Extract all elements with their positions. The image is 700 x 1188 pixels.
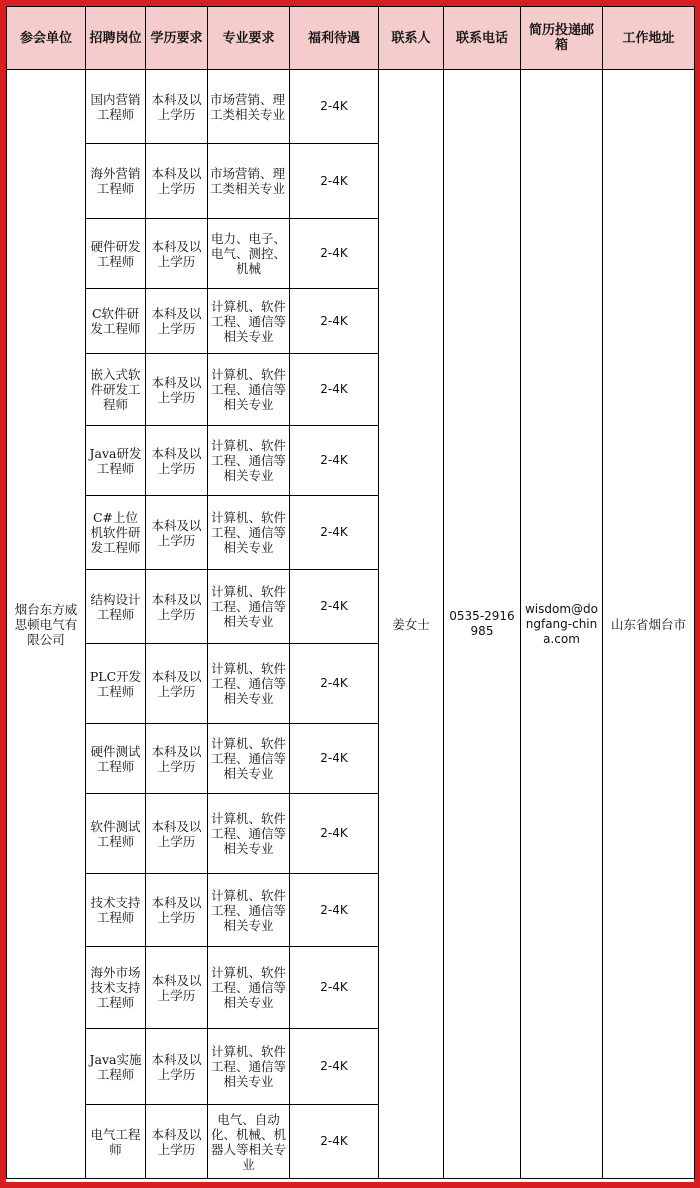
salary-cell: 2-4K [290, 354, 379, 426]
major-cell: 计算机、软件工程、通信等相关专业 [208, 426, 290, 496]
position-cell: 海外市场技术支持工程师 [86, 947, 146, 1029]
salary-cell: 2-4K [290, 794, 379, 874]
phone-cell: 0535-2916985 [444, 70, 521, 1179]
page-frame [6, 6, 694, 1182]
position-cell: 软件测试工程师 [86, 794, 146, 874]
salary-cell: 2-4K [290, 144, 379, 219]
education-cell: 本科及以上学历 [146, 1029, 208, 1105]
major-cell: 市场营销、理工类相关专业 [208, 144, 290, 219]
position-cell: C软件研发工程师 [86, 289, 146, 354]
major-cell: 计算机、软件工程、通信等相关专业 [208, 874, 290, 947]
education-cell: 本科及以上学历 [146, 644, 208, 724]
salary-cell: 2-4K [290, 70, 379, 144]
salary-cell: 2-4K [290, 496, 379, 570]
header-position: 招聘岗位 [86, 7, 146, 70]
education-cell: 本科及以上学历 [146, 219, 208, 289]
education-cell: 本科及以上学历 [146, 947, 208, 1029]
education-cell: 本科及以上学历 [146, 289, 208, 354]
position-cell: Java实施工程师 [86, 1029, 146, 1105]
position-cell: Java研发工程师 [86, 426, 146, 496]
education-cell: 本科及以上学历 [146, 874, 208, 947]
header-phone: 联系电话 [444, 7, 521, 70]
salary-cell: 2-4K [290, 426, 379, 496]
education-cell: 本科及以上学历 [146, 724, 208, 794]
header-contact: 联系人 [379, 7, 444, 70]
position-cell: 结构设计工程师 [86, 570, 146, 644]
position-cell: 电气工程师 [86, 1105, 146, 1179]
major-cell: 计算机、软件工程、通信等相关专业 [208, 947, 290, 1029]
salary-cell: 2-4K [290, 1029, 379, 1105]
major-cell: 计算机、软件工程、通信等相关专业 [208, 496, 290, 570]
education-cell: 本科及以上学历 [146, 144, 208, 219]
header-email: 简历投递邮箱 [521, 7, 603, 70]
salary-cell: 2-4K [290, 570, 379, 644]
salary-cell: 2-4K [290, 289, 379, 354]
position-cell: 海外营销工程师 [86, 144, 146, 219]
header-salary: 福利待遇 [290, 7, 379, 70]
salary-cell: 2-4K [290, 724, 379, 794]
header-address: 工作地址 [603, 7, 695, 70]
address-cell: 山东省烟台市 [603, 70, 695, 1179]
header-company: 参会单位 [7, 7, 86, 70]
salary-cell: 2-4K [290, 644, 379, 724]
salary-cell: 2-4K [290, 219, 379, 289]
job-table [6, 6, 695, 1179]
position-cell: 硬件测试工程师 [86, 724, 146, 794]
education-cell: 本科及以上学历 [146, 426, 208, 496]
major-cell: 计算机、软件工程、通信等相关专业 [208, 570, 290, 644]
header-row [7, 7, 695, 70]
major-cell: 计算机、软件工程、通信等相关专业 [208, 644, 290, 724]
major-cell: 计算机、软件工程、通信等相关专业 [208, 354, 290, 426]
salary-cell: 2-4K [290, 947, 379, 1029]
education-cell: 本科及以上学历 [146, 1105, 208, 1179]
position-cell: 国内营销工程师 [86, 70, 146, 144]
header-major: 专业要求 [208, 7, 290, 70]
contact-cell: 姜女士 [379, 70, 444, 1179]
education-cell: 本科及以上学历 [146, 354, 208, 426]
major-cell: 市场营销、理工类相关专业 [208, 70, 290, 144]
major-cell: 计算机、软件工程、通信等相关专业 [208, 289, 290, 354]
education-cell: 本科及以上学历 [146, 794, 208, 874]
email-cell: wisdom@dongfang-china.com [521, 70, 603, 1179]
major-cell: 电气、自动化、机械、机器人等相关专业 [208, 1105, 290, 1179]
position-cell: 硬件研发工程师 [86, 219, 146, 289]
table-row [7, 70, 695, 144]
company-cell: 烟台东方威思顿电气有限公司 [7, 70, 86, 1179]
major-cell: 计算机、软件工程、通信等相关专业 [208, 1029, 290, 1105]
major-cell: 电力、电子、电气、测控、机械 [208, 219, 290, 289]
header-education: 学历要求 [146, 7, 208, 70]
major-cell: 计算机、软件工程、通信等相关专业 [208, 724, 290, 794]
position-cell: C#上位机软件研发工程师 [86, 496, 146, 570]
education-cell: 本科及以上学历 [146, 496, 208, 570]
position-cell: 技术支持工程师 [86, 874, 146, 947]
salary-cell: 2-4K [290, 1105, 379, 1179]
major-cell: 计算机、软件工程、通信等相关专业 [208, 794, 290, 874]
education-cell: 本科及以上学历 [146, 70, 208, 144]
education-cell: 本科及以上学历 [146, 570, 208, 644]
salary-cell: 2-4K [290, 874, 379, 947]
position-cell: 嵌入式软件研发工程师 [86, 354, 146, 426]
position-cell: PLC开发工程师 [86, 644, 146, 724]
